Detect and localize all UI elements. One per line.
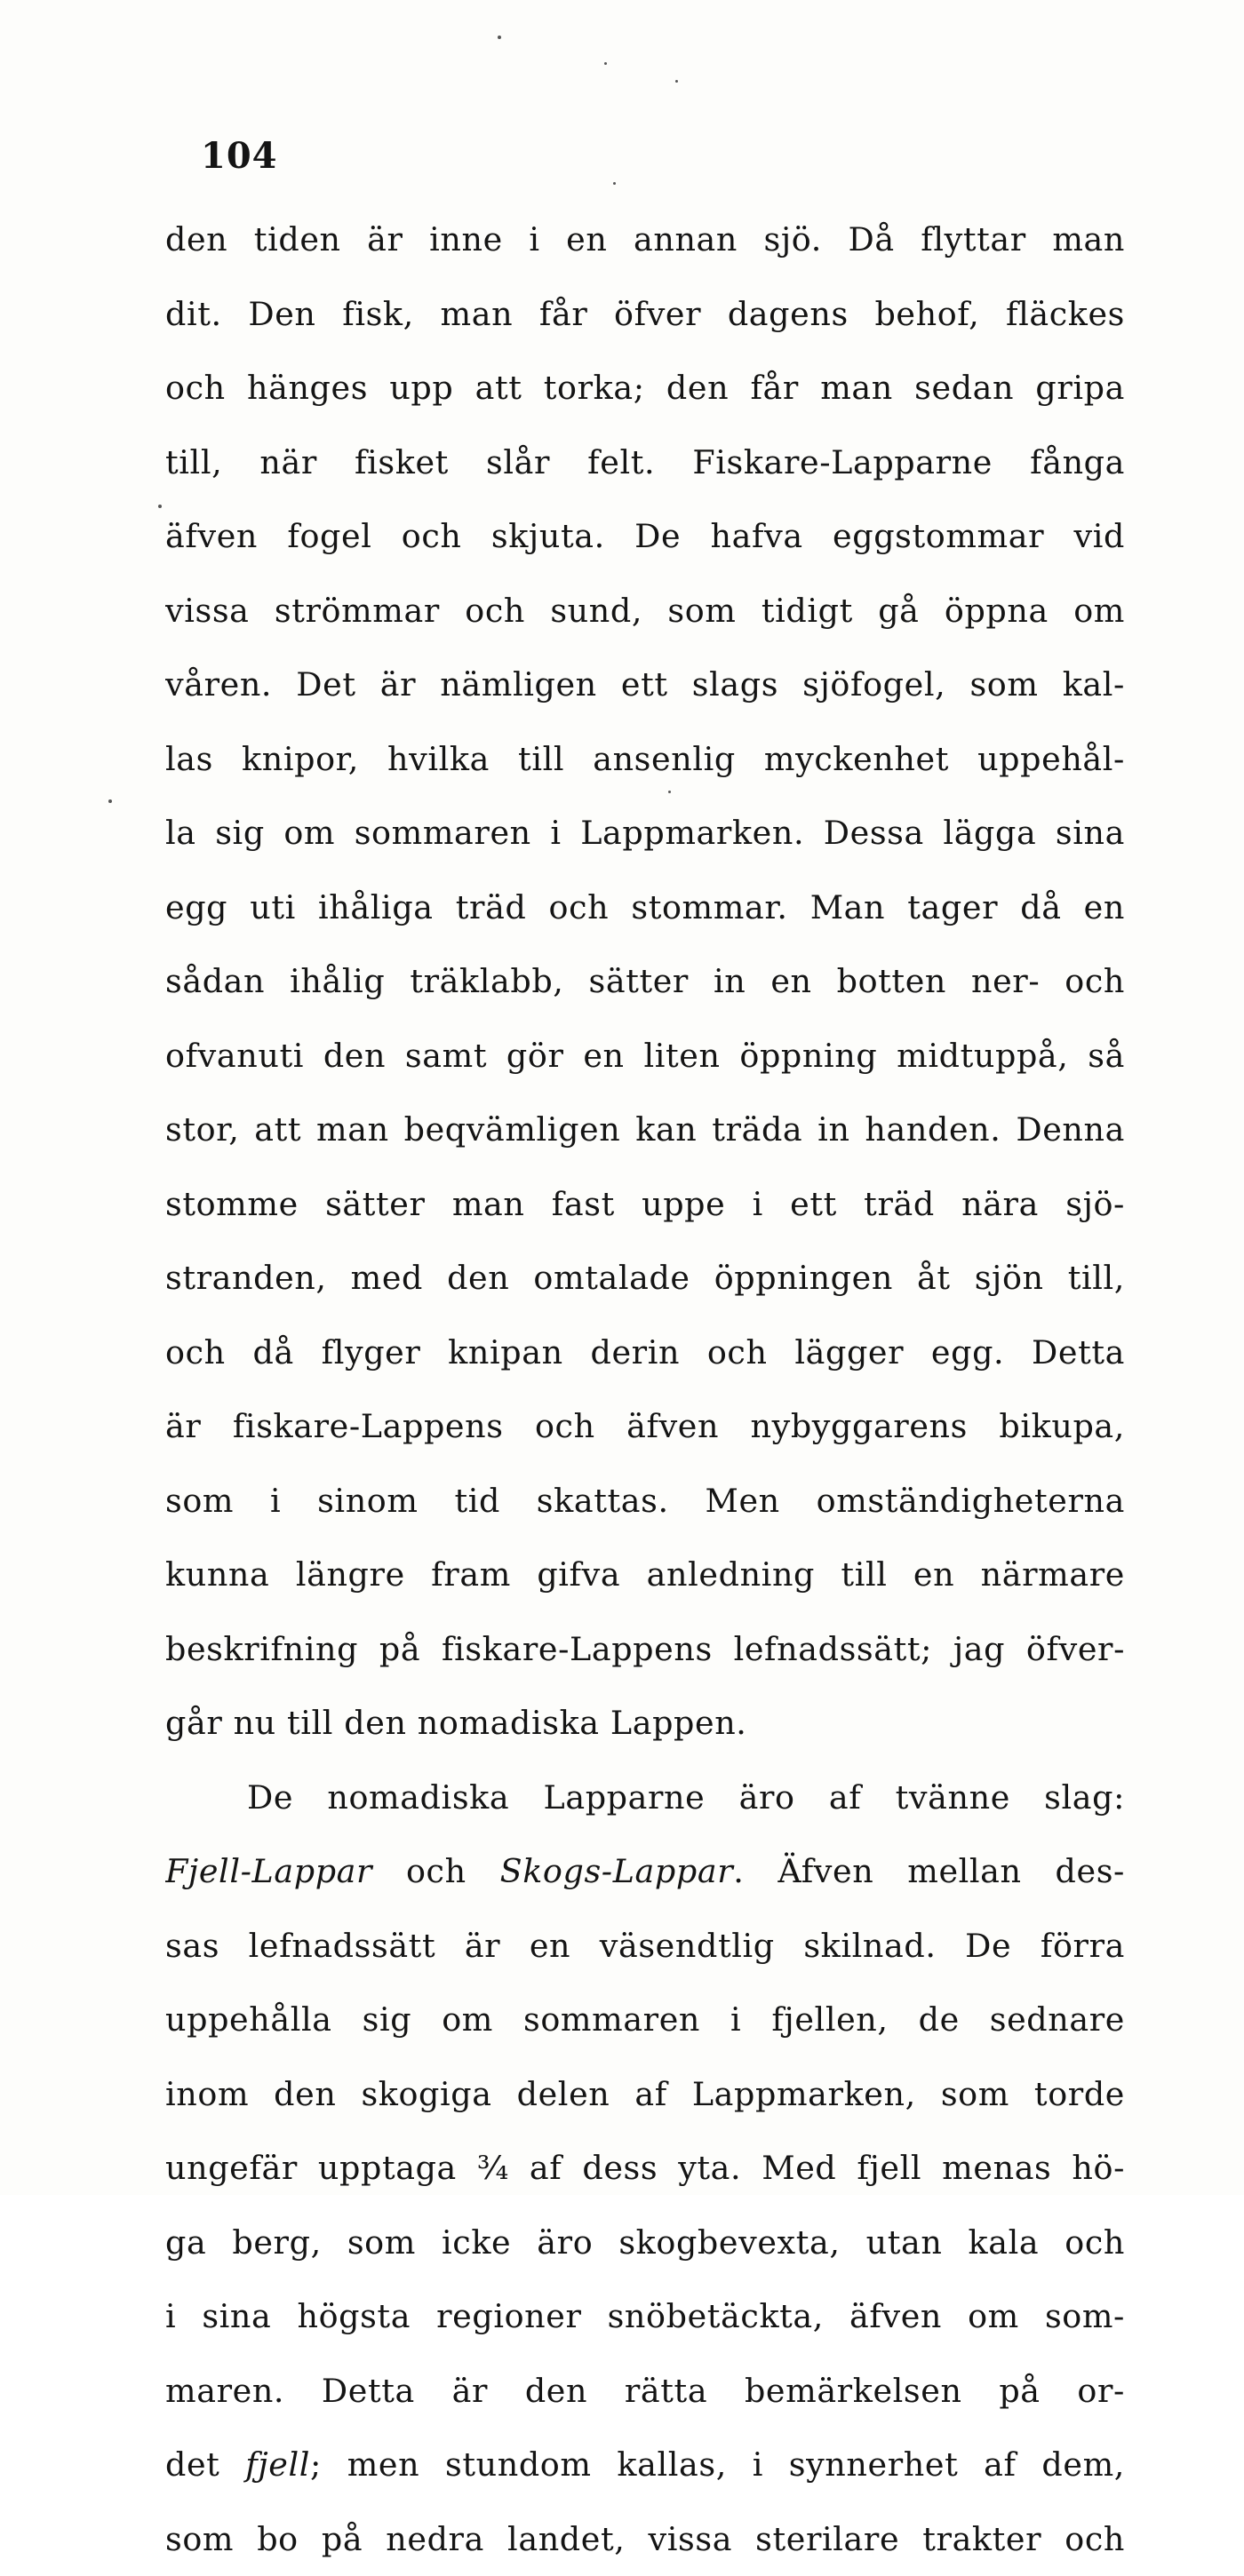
fraction-line-start: ungefär upptaga	[165, 2149, 477, 2187]
text-line-2: dit. Den fisk, man får öfver dagens behof, fläckes	[165, 277, 1125, 352]
text-line-11: sådan ihålig träklabb, sätter in en botten ner- och	[165, 944, 1125, 1019]
terms-line-rest: . Äfven mellan des-	[733, 1852, 1125, 1890]
text-line-1: den tiden är inne i en annan sjö. Då flyttar man	[165, 203, 1125, 277]
term-skogs-lappar: Skogs-Lappar	[500, 1852, 734, 1890]
fraction-line-end: af dess yta. Med fjell menas hö-	[509, 2149, 1125, 2187]
paragraph-2-line-7: ga berg, som icke äro skogbevexta, utan kala och	[165, 2206, 1125, 2280]
text-line-21: går nu till den nomadiska Lappen.	[165, 1686, 1125, 1761]
fraction-value: ¾	[477, 2149, 509, 2187]
print-speck	[158, 505, 162, 508]
text-line-15: stranden, med den omtalade öppningen åt sjön till,	[165, 1241, 1125, 1316]
paragraph-2-fjell-line	[165, 2428, 1125, 2502]
text-line-16: och då flyger knipan derin och lägger egg. Detta	[165, 1316, 1125, 1390]
paragraph-2-first-line: De nomadiska Lapparne äro af tvänne slag:	[165, 1761, 1125, 1835]
text-line-18: som i sinom tid skattas. Men omständigheterna	[165, 1464, 1125, 1538]
paragraph-2-line-5: inom den skogiga delen af Lappmarken, som torde	[165, 2057, 1125, 2132]
paragraph-2-line-3: sas lefnadssätt är en väsendtlig skilnad. De förra	[165, 1909, 1125, 1984]
text-line-3: och hänges upp att torka; den får man sedan gripa	[165, 351, 1125, 425]
text-line-6: vissa strömmar och sund, som tidigt gå öppna om	[165, 574, 1125, 648]
text-line-13: stor, att man beqvämligen kan träda in handen. Denna	[165, 1093, 1125, 1167]
text-line-19: kunna längre fram gifva anledning till en närmare	[165, 1538, 1125, 1612]
det-prefix: det	[165, 2445, 245, 2484]
paragraph-2-line-8: i sina högsta regioner snöbetäckta, äfven om som-	[165, 2279, 1125, 2354]
term-fjell: fjell	[245, 2445, 310, 2484]
text-line-14: stomme sätter man fast uppe i ett träd nära sjö-	[165, 1167, 1125, 1242]
print-speck	[498, 36, 501, 39]
text-line-9: la sig om sommaren i Lappmarken. Dessa lägga sina	[165, 796, 1125, 871]
page-number: 104	[201, 135, 278, 177]
text-line-7: våren. Det är nämligen ett slags sjöfogel, som kal-	[165, 648, 1125, 722]
print-speck	[108, 799, 112, 803]
paragraph-2-line-9: maren. Detta är den rätta bemärkelsen på or-	[165, 2354, 1125, 2429]
paragraph-2-terms-line	[165, 1834, 1125, 1909]
print-speck	[675, 80, 678, 83]
text-line-17: är fiskare-Lappens och äfven nybyggarens bikupa,	[165, 1389, 1125, 1464]
text-line-12: ofvanuti den samt gör en liten öppning midtuppå, så	[165, 1019, 1125, 1093]
text-line-10: egg uti ihåliga träd och stommar. Man tager då en	[165, 871, 1125, 945]
paragraph-2-last-line: som bo på nedra landet, vissa sterilare trakter och	[165, 2502, 1125, 2576]
text-line-5: äfven fogel och skjuta. De hafva eggstommar vid	[165, 499, 1125, 574]
paragraph-2-fraction-line	[165, 2131, 1125, 2206]
term-fjell-lappar: Fjell-Lappar	[165, 1852, 372, 1890]
body-text	[165, 203, 1125, 2576]
print-speck	[613, 182, 616, 185]
text-line-20: beskrifning på fiskare-Lappens lefnadssätt; jag öfver-	[165, 1612, 1125, 1687]
print-speck	[604, 62, 607, 65]
det-suffix: ; men stundom kallas, i synnerhet af dem,	[310, 2445, 1125, 2484]
print-speck	[668, 791, 671, 793]
text-line-4: till, när fisket slår felt. Fiskare-Lapparne fånga	[165, 425, 1125, 500]
term-join: och	[372, 1852, 500, 1890]
text-line-8: las knipor, hvilka till ansenlig myckenhet uppehål-	[165, 722, 1125, 797]
paragraph-2-line-4: uppehålla sig om sommaren i fjellen, de sednare	[165, 1983, 1125, 2057]
